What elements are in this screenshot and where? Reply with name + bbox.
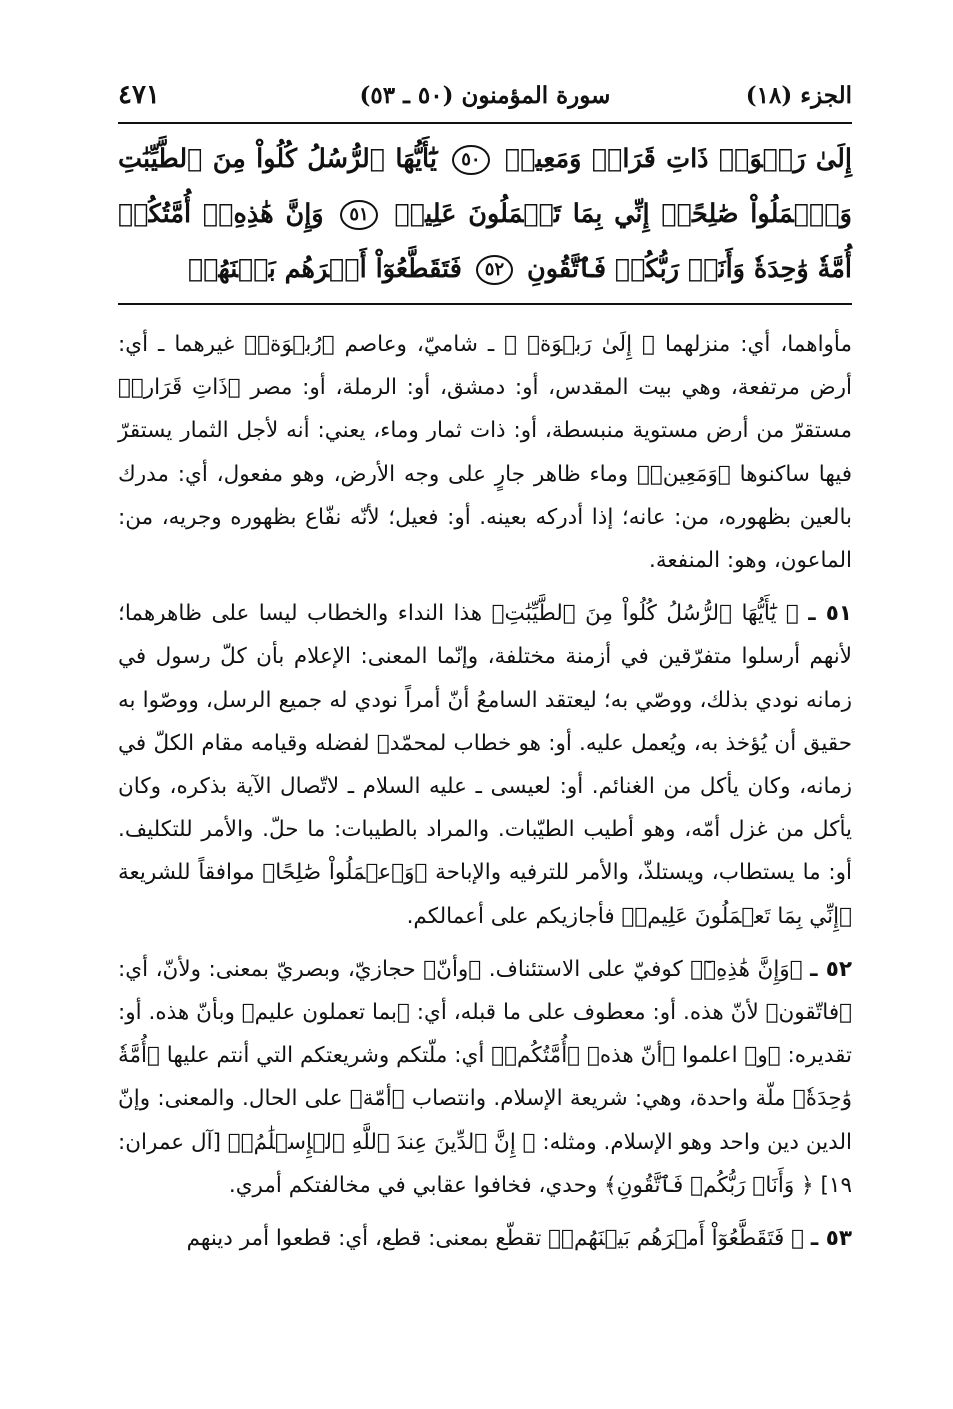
ayah-number-marker: ٥٢	[476, 255, 513, 285]
ayah-number-marker: ٥٠	[452, 145, 489, 175]
verse-text: يَٰٓأَيُّهَا ٱلرُّسُلُ كُلُواْ مِنَ ٱلطَّيِّبَٰتِ وَٱعۡمَلُواْ صَٰلِحًاۖ إِنِّي بِمَا تَعۡمَلُونَ عَلِيمٞ	[118, 144, 852, 229]
ayah-number-marker: ٥١	[340, 200, 377, 230]
verse-text: فَتَقَطَّعُوٓاْ أَمۡرَهُم بَيۡنَهُمۡ	[187, 254, 462, 284]
tafsir-paragraph	[118, 948, 852, 1207]
tafsir-text: مأواهما، أي: منزلهما ﴿ إِلَىٰ رَبۡوَةٖ ﴾ ـ شاميّ، وعاصم ﴿رُبۡوَةٖ﴾ غيرهما ـ أي: أرض مرتفعة، وهي بيت المقدس، أو: دمشق، أو: الرملة، أو: مصر ﴿ذَاتِ قَرَارٖ﴾ مستقرّ من أرض مستوية منبسطة، أو: ذات ثمار وماء، يعني: أنه لأجل الثمار يستقرّ فيها ساكنوها ﴿وَمَعِينٖ﴾ وماء ظاهر جارٍ على وجه الأرض، وهو مفعول، أي: مدرك بالعين بظهوره، من: عانه؛ إذا أدركه بعينه. أو: فعيل؛ لأنّه نفّاع بظهوره وجريه، من: الماعون، وهو: المنفعة.	[118, 332, 852, 574]
book-page	[118, 70, 852, 1370]
verse-number: ٥١ ـ	[808, 601, 852, 627]
tafsir-paragraph	[118, 592, 852, 938]
tafsir-text: ﴿ يَٰٓأَيُّهَا ٱلرُّسُلُ كُلُواْ مِنَ ٱلطَّيِّبَٰتِ﴾ هذا النداء والخطاب ليسا على ظاهرهما؛ لأنهم أرسلوا متفرّقين في أزمنة مختلفة، وإنّما المعنى: الإعلام بأن كلّ رسول في زمانه نودي بذلك، ووصّي به؛ ليعتقد السامعُ أنّ أمراً نودي له جميع الرسل، ووصّوا به حقيق أن يُؤخذ به، ويُعمل عليه. أو: هو خطاب لمحمّدﷺ لفضله وقيامه مقام الكلّ في زمانه، وكان يأكل من الغنائم. أو: لعيسى ـ عليه السلام ـ لاتّصال الآية بذكره، وكان يأكل من غزل أمّه، وهو أطيب الطيّبات. والمراد بالطيبات: ما حلّ. والأمر للتكليف. أو: ما يستطاب، ويستلذّ، والأمر للترفيه والإباحة ﴿وَٱعۡمَلُواْ صَٰلِحًا﴾ موافقاً للشريعة ﴿إِنِّي بِمَا تَعۡمَلُونَ عَلِيمٞ﴾ فأجازيكم على أعمالكم.	[118, 601, 852, 929]
tafsir-text: ﴿وَإِنَّ هَٰذِهِۦٓ﴾ كوفيّ على الاستئناف. ﴿وأنّ﴾ حجازيّ، وبصريّ بمعنى: ولأنّ، أي: ﴿فاتّقون﴾ لأنّ هذه. أو: معطوف على ما قبله، أي: ﴿بما تعملون عليم﴾ وبأنّ هذه. أو: تقديره: ﴿و﴾ اعلموا ﴿أنّ هذه﴾ ﴿أُمَّتُكُمۡ﴾ أي: ملّتكم وشريعتكم التي أنتم عليها ﴿أُمَّةٗ وَٰحِدَةٗ﴾ ملّة واحدة، وهي: شريعة الإسلام. وانتصاب ﴿أمّة﴾ على الحال. والمعنى: وإنّ الدين دين واحد وهو الإسلام. ومثله: ﴿ إِنَّ ٱلدِّينَ عِندَ ٱللَّهِ ٱلۡإِسۡلَٰمُۗ﴾ [آل عمران: ١٩] ﴿ وَأَنَا۠ رَبُّكُمۡ فَٱتَّقُونِ﴾ وحدي، فخافوا عقابي في مخالفتكم أمري.	[118, 956, 852, 1198]
page-number: ٤٧١	[118, 80, 160, 110]
tafsir-body	[118, 323, 852, 1260]
tafsir-text: ﴿ فَتَقَطَّعُوٓاْ أَمۡرَهُم بَيۡنَهُمۡ﴾ تقطّع بمعنى: قطع، أي: قطعوا أمر دينهم	[186, 1226, 805, 1252]
verse-text: إِلَىٰ رَبۡوَةٖ ذَاتِ قَرَارٖ وَمَعِينٖ	[504, 144, 852, 174]
tafsir-paragraph	[118, 1217, 852, 1260]
juz-label: الجزء (١٨)	[745, 82, 852, 109]
tafsir-paragraph	[118, 323, 852, 582]
surah-title: سورة المؤمنون (٥٠ ـ ٥٣)	[359, 82, 611, 109]
quran-verses	[118, 124, 852, 305]
verse-text: وَإِنَّ هَٰذِهِۦٓ أُمَّتُكُمۡ أُمَّةٗ وَٰحِدَةٗ وَأَنَا۠ رَبُّكُمۡ فَٱتَّقُونِ	[118, 199, 852, 284]
verse-number: ٥٢ ـ	[810, 956, 852, 982]
verse-number: ٥٣ ـ	[810, 1226, 852, 1252]
page-header	[118, 70, 852, 124]
